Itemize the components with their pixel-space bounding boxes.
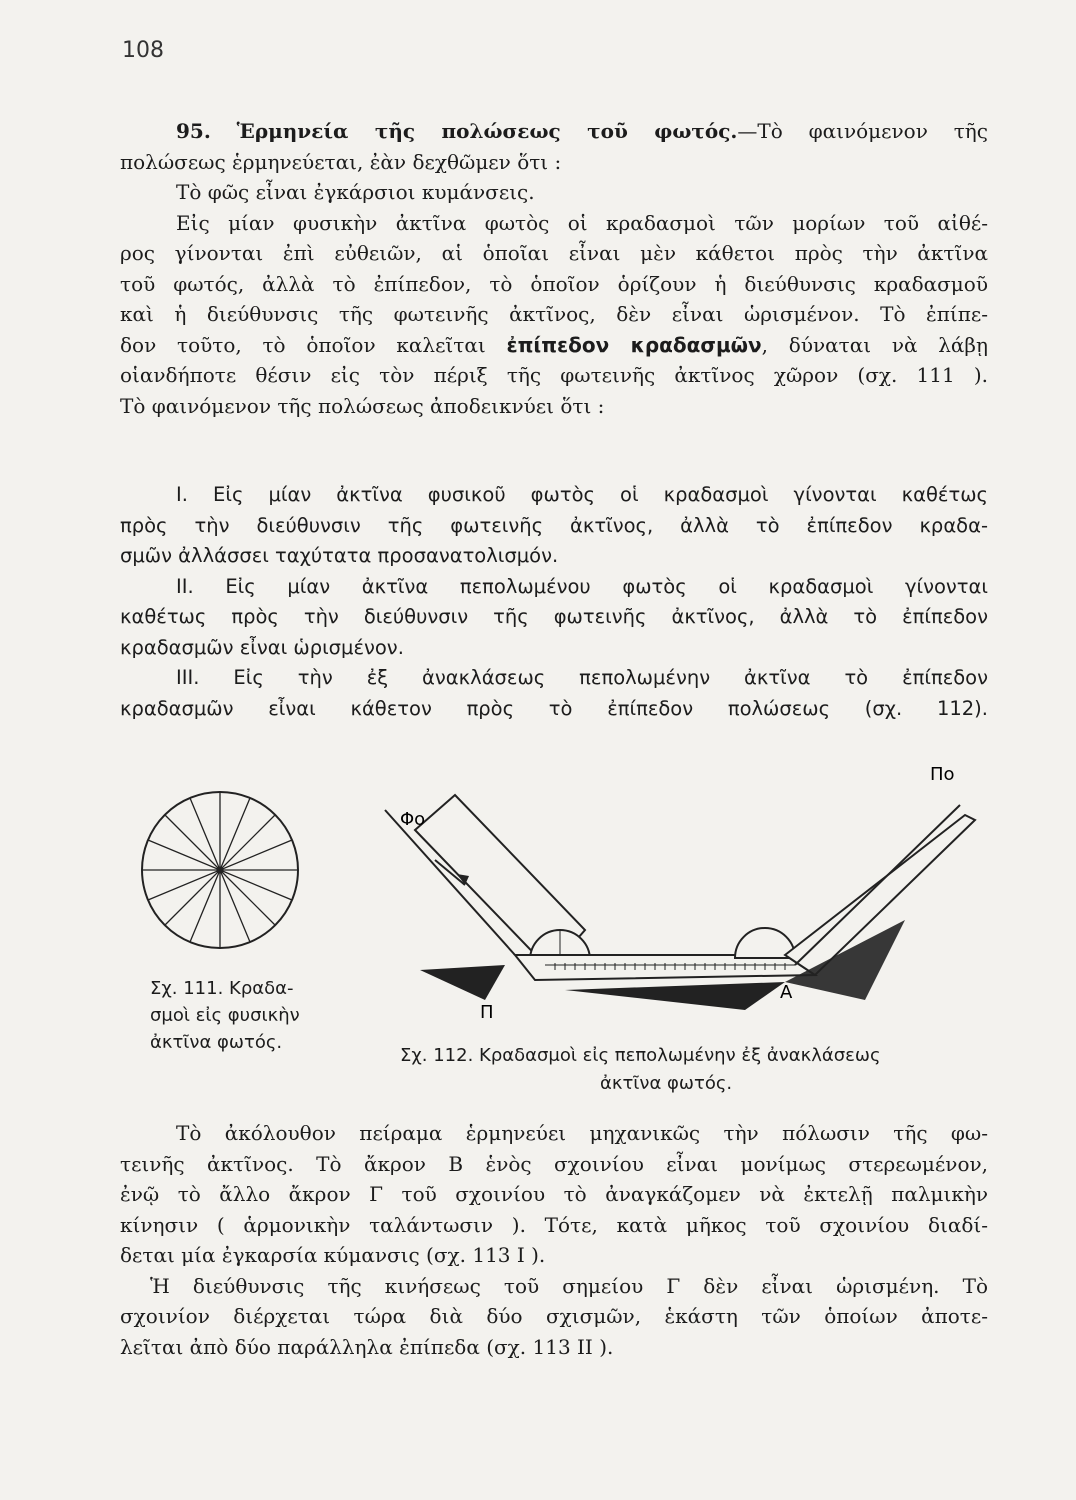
point-2-line: κραδασμῶν εἶναι ὡρισμένον. <box>120 635 404 659</box>
text-line: Τὸ φῶς εἶναι ἐγκάρσιοι κυμάνσεις. <box>176 180 535 204</box>
text-line: τοῦ φωτός, ἀλλὰ τὸ ἐπίπεδον, τὸ ὁποῖον ὁρίζουν ἡ διεύθυνσις κραδασμοῦ <box>120 271 988 296</box>
point-1-line: πρὸς τὴν διεύθυνσιν τῆς φωτεινῆς ἀκτῖνος, ἀλλὰ τὸ ἐπίπεδον κραδα- <box>120 513 988 537</box>
text-line-with-term <box>120 330 988 361</box>
page-number: 108 <box>122 38 164 63</box>
point-3-line: III. Εἰς τὴν ἐξ ἀνακλάσεως πεπολωμένην ἀκτῖνα τὸ ἐπίπεδον <box>176 666 988 689</box>
text-line: καὶ ἡ διεύθυνσις τῆς φωτεινῆς ἀκτῖνος, δὲν εἶναι ὡρισμένον. Τὸ ἐπίπε- <box>120 302 988 326</box>
point-2-line: II. Εἰς μίαν ἀκτῖνα πεπολωμένου φωτὸς οἱ κραδασμοὶ γίνονται <box>176 574 988 598</box>
caption-line: Σχ. 111. Κραδα- <box>150 978 294 999</box>
caption-line: ἀκτῖνα φωτός. <box>150 1032 283 1053</box>
text-line: λεῖται ἀπὸ δύο παράλληλα ἐπίπεδα (σχ. 113 II ). <box>120 1334 614 1359</box>
text-line: τεινῆς ἀκτῖνος. Τὸ ἄκρον Β ἑνὸς σχοινίου εἶναι μονίμως στερεωμένον, <box>120 1151 988 1176</box>
text-line: κίνησιν ( ἁρμονικὴν ταλάντωσιν ). Τότε, κατὰ μῆκος τοῦ σχοινίου διαδί- <box>120 1212 988 1237</box>
text-line: δεται μία ἐγκαρσία κύμανσις (σχ. 113 I ). <box>120 1243 546 1267</box>
text-line: Εἰς μίαν φυσικὴν ἀκτῖνα φωτὸς οἱ κραδασμοὶ τῶν μορίων τοῦ αἰθέ- <box>176 210 988 235</box>
figure-111-diagram <box>130 790 330 990</box>
section-number: 95. <box>176 119 211 143</box>
section-title: Ἑρμηνεία τῆς πολώσεως τοῦ φωτός. <box>236 119 738 143</box>
caption-line: Σχ. 112. Κραδασμοὶ εἰς πεπολωμένην ἐξ ἀνακλάσεως <box>400 1045 881 1066</box>
section-95 <box>120 116 988 421</box>
figure-111-caption <box>150 975 340 1056</box>
caption-line: σμοὶ εἰς φυσικὴν <box>150 1005 300 1026</box>
figure-112-diagram <box>365 760 995 1030</box>
fig112-mirror-mid <box>565 982 785 1010</box>
fig111-center <box>217 867 224 874</box>
point-3-line: κραδασμῶν εἶναι κάθετον πρὸς τὸ ἐπίπεδον πολώσεως (σχ. 112). <box>120 696 988 720</box>
fig112-label-phi-o: Φο <box>400 809 426 830</box>
text-segment: δον τοῦτο, τὸ ὁποῖον καλεῖται <box>120 332 486 357</box>
section-heading-line <box>120 116 988 147</box>
fig112-label-pi: Π <box>480 1002 494 1023</box>
points-list <box>120 479 988 723</box>
text-line: πολώσεως ἑρμηνεύεται, ἐὰν δεχθῶμεν ὅτι : <box>120 149 562 174</box>
figure-112-caption <box>400 1042 960 1098</box>
text-line: Ἡ διεύθυνσις τῆς κινήσεως τοῦ σημείου Γ δὲν εἶναι ὡρισμένη. Τὸ <box>150 1273 988 1298</box>
closing-paragraph <box>120 1117 988 1361</box>
text-line: Τὸ ἀκόλουθον πείραμα ἑρμηνεύει μηχανικῶς τὴν πόλωσιν τῆς φω- <box>176 1121 988 1145</box>
text-line: Τὸ φαινόμενον τῆς πολώσεως ἀποδεικνύει ὅτι : <box>120 393 605 418</box>
text-line: ρος γίνονται ἐπὶ εὐθειῶν, αἱ ὁποῖαι εἶναι μὲν κάθετοι πρὸς τὴν ἀκτῖνα <box>120 241 988 265</box>
point-2-line: καθέτως πρὸς τὴν διεύθυνσιν τῆς φωτεινῆς ἀκτῖνος, ἀλλὰ τὸ ἐπίπεδον <box>120 605 988 628</box>
fig112-mirror-left <box>420 965 505 1000</box>
point-1-line: I. Εἰς μίαν ἀκτῖνα φυσικοῦ φωτὸς οἱ κραδασμοὶ γίνονται καθέτως <box>176 483 988 506</box>
fig112-label-pi-o: Πο <box>930 764 955 785</box>
text-line: σχοινίον διέρχεται τώρα διὰ δύο σχισμῶν, ἑκάστη τῶν ὁποίων ἀποτε- <box>120 1304 988 1328</box>
text-line: —Τὸ φαινόμενον τῆς <box>737 119 988 143</box>
caption-line: ἀκτῖνα φωτός. <box>600 1073 733 1094</box>
text-line: ἐνῷ τὸ ἄλλο ἄκρον Γ τοῦ σχοινίου τὸ ἀναγκάζομεν νὰ ἐκτελῇ παλμικὴν <box>120 1182 988 1206</box>
text-line: οἱανδήποτε θέσιν εἰς τὸν πέριξ τῆς φωτεινῆς ἀκτῖνος χῶρον (σχ. 111 ). <box>120 363 988 387</box>
fig112-label-alpha: Α <box>780 982 793 1003</box>
text-segment: , δύναται νὰ λάβῃ <box>761 332 988 357</box>
point-1-line: σμῶν ἀλλάσσει ταχύτατα προσανατολισμόν. <box>120 544 559 567</box>
bold-term: ἐπίπεδον κραδασμῶν <box>506 332 762 357</box>
